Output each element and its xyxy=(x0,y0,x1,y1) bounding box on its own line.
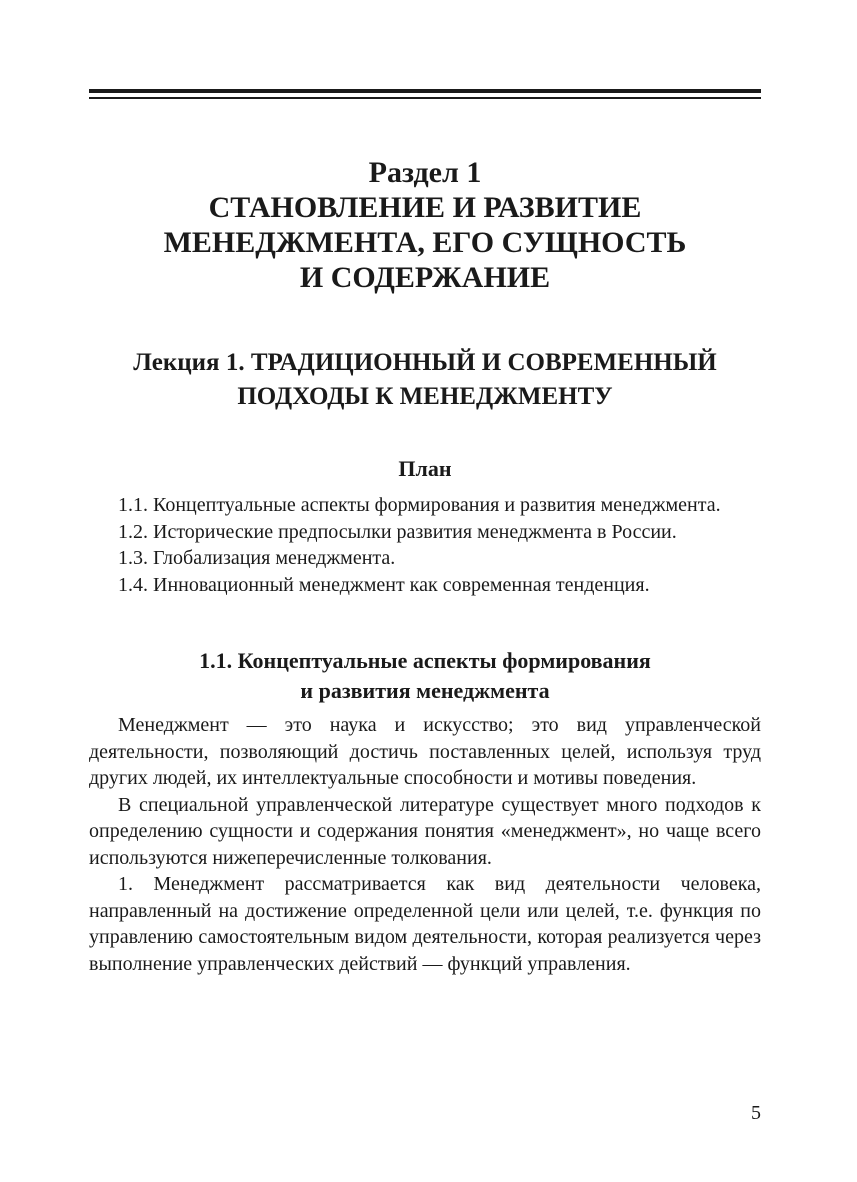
section-heading xyxy=(89,155,761,295)
plan-item: 1.2. Исторические предпосылки развития менеджмента в России. xyxy=(118,520,677,543)
header-rule-thin xyxy=(89,97,761,99)
plan-item: 1.3. Глобализация менеджмента. xyxy=(118,547,396,569)
body-text xyxy=(89,712,761,977)
paragraph: 1. Менеджмент рассматривается как вид деятельности человека, направленный на достижение определенной цели или целей, т.е. функция по управлению самостоятельным видом деятельности, которая реализуется через выполнение управленческих действий — функций управления. xyxy=(89,873,761,975)
plan-heading: План xyxy=(398,456,452,481)
header-rule-thick xyxy=(89,89,761,93)
subsection-heading xyxy=(89,646,761,706)
paragraph: Менеджмент — это наука и искусство; это вид управленческой деятельности, позволяющий достичь поставленных целей, используя труд других людей, их интеллектуальные способности и мотивы поведения. xyxy=(89,714,761,789)
subsection-title-line: 1.1. Концептуальные аспекты формирования xyxy=(199,648,651,673)
lecture-title-line: ПОДХОДЫ К МЕНЕДЖМЕНТУ xyxy=(237,383,613,410)
lecture-heading xyxy=(89,346,761,414)
section-title-line: И СОДЕРЖАНИЕ xyxy=(299,261,551,294)
paragraph: В специальной управленческой литературе существует много подходов к определению сущности и содержания понятия «менеджмент», но чаще всего используются нижеперечисленные толкования. xyxy=(89,793,761,869)
plan-list xyxy=(89,492,761,598)
subsection-title-line: и развития менеджмента xyxy=(300,678,550,703)
plan-item: 1.1. Концептуальные аспекты формирования и развития менеджмента. xyxy=(118,494,721,516)
section-label: Раздел 1 xyxy=(368,156,482,189)
lecture-title-line: Лекция 1. ТРАДИЦИОННЫЙ И СОВРЕМЕННЫЙ xyxy=(133,349,717,376)
page-number: 5 xyxy=(751,1102,761,1124)
section-title-line: СТАНОВЛЕНИЕ И РАЗВИТИЕ xyxy=(208,191,642,224)
plan-item: 1.4. Инновационный менеджмент как современная тенденция. xyxy=(118,573,650,596)
section-title-line: МЕНЕДЖМЕНТА, ЕГО СУЩНОСТЬ xyxy=(163,226,687,259)
